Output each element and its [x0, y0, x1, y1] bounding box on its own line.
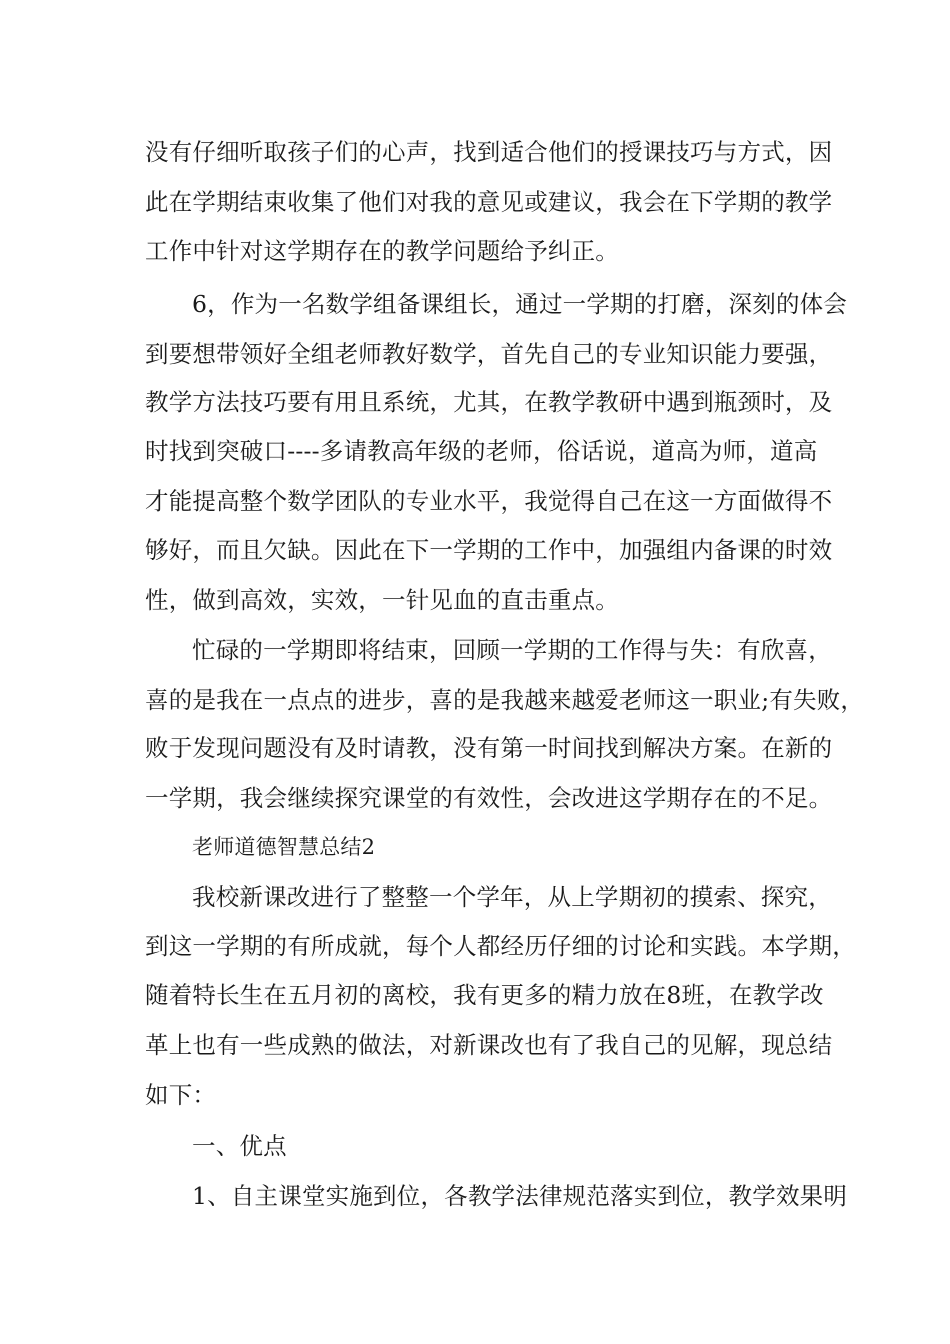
paragraph-start-line: 我校新课改进行了整整一个学年，从上学期初的摸索、探究， [192, 883, 832, 911]
body-text-line: 没有仔细听取孩子们的心声，找到适合他们的授课技巧与方式，因 [145, 138, 833, 166]
paragraph-start-line: 6，作为一名数学组备课组长，通过一学期的打磨，深刻的体会 [192, 290, 848, 318]
body-text-line: 到这一学期的有所成就，每个人都经历仔细的讨论和实践。本学期， [145, 932, 856, 960]
section-subheading: 一、优点 [192, 1132, 287, 1160]
paragraph-start-line: 1、自主课堂实施到位，各教学法律规范落实到位，教学效果明 [192, 1182, 848, 1210]
body-text-line: 一学期，我会继续探究课堂的有效性，会改进这学期存在的不足。 [145, 784, 833, 812]
body-text-line: 工作中针对这学期存在的教学问题给予纠正。 [145, 237, 619, 265]
body-text-line: 够好，而且欠缺。因此在下一学期的工作中，加强组内备课的时效 [145, 536, 833, 564]
body-text-line: 如下： [145, 1081, 217, 1109]
body-text-line: 时找到突破口----多请教高年级的老师，俗话说，道高为师，道高 [145, 437, 818, 465]
body-text-line: 随着特长生在五月初的离校，我有更多的精力放在8班，在教学改 [145, 981, 824, 1009]
body-text-line: 喜的是我在一点点的进步，喜的是我越来越爱老师这一职业;有失败， [145, 686, 865, 714]
body-text-line: 性，做到高效，实效，一针见血的直击重点。 [145, 586, 619, 614]
paragraph-start-line: 忙碌的一学期即将结束，回顾一学期的工作得与失：有欣喜， [192, 636, 832, 664]
body-text-line: 教学方法技巧要有用且系统，尤其，在教学教研中遇到瓶颈时，及 [145, 388, 833, 416]
body-text-line: 才能提高整个数学团队的专业水平，我觉得自己在这一方面做得不 [145, 487, 833, 515]
body-text-line: 此在学期结束收集了他们对我的意见或建议，我会在下学期的教学 [145, 188, 833, 216]
body-text-line: 败于发现问题没有及时请教，没有第一时间找到解决方案。在新的 [145, 734, 833, 762]
body-text-line: 到要想带领好全组老师教好数学，首先自己的专业知识能力要强， [145, 340, 833, 368]
section-title: 老师道德智慧总结2 [192, 835, 376, 859]
body-text-line: 革上也有一些成熟的做法，对新课改也有了我自己的见解，现总结 [145, 1031, 833, 1059]
